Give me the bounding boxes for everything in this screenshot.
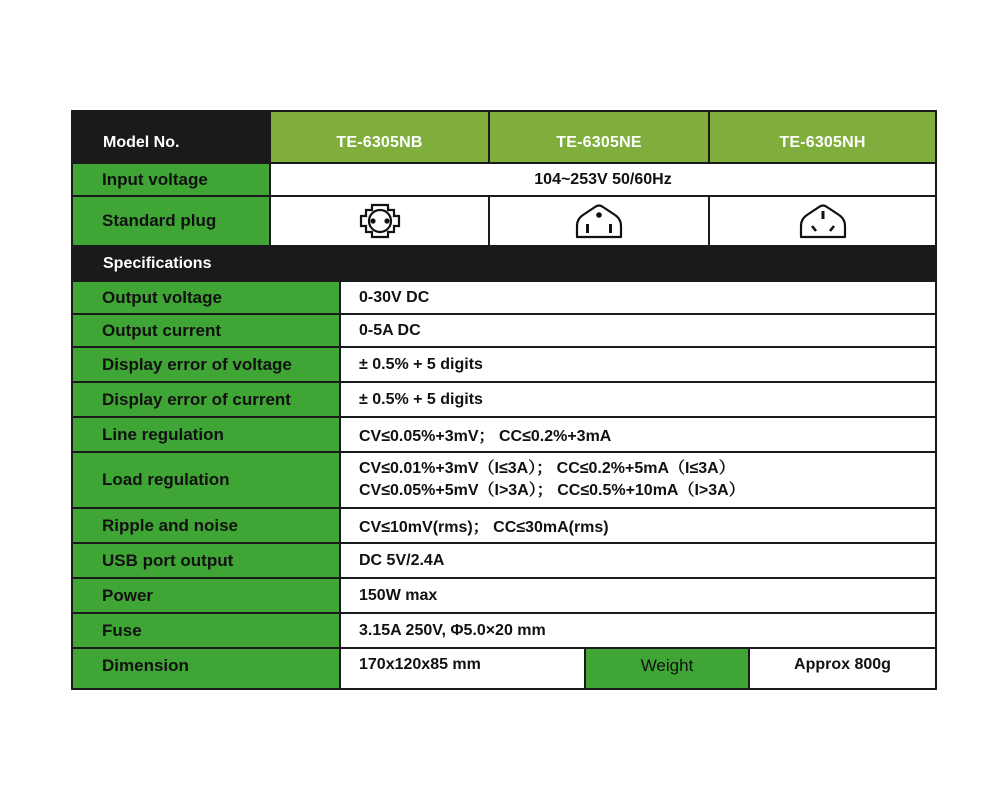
spec-value: ± 0.5% + 5 digits	[341, 383, 935, 416]
standard-plug-row	[73, 197, 935, 245]
specifications-heading-row	[73, 247, 935, 280]
spec-value	[341, 453, 935, 507]
spec-row	[73, 418, 935, 451]
dimension-value: 170x120x85 mm	[341, 649, 584, 688]
model-te-6305nh: TE-6305NH	[710, 112, 935, 162]
plug-type-f-icon	[271, 197, 488, 245]
spec-row	[73, 614, 935, 647]
model-te-6305ne: TE-6305NE	[490, 112, 708, 162]
spec-label: Output current	[73, 315, 339, 346]
specifications-heading: Specifications	[73, 247, 935, 280]
model-label: Model No.	[73, 112, 269, 162]
spec-row	[73, 383, 935, 416]
spec-value: 3.15A 250V, Φ5.0×20 mm	[341, 614, 935, 647]
plug-type-e-icon	[490, 197, 708, 245]
spec-label: Fuse	[73, 614, 339, 647]
input-voltage-label: Input voltage	[73, 164, 269, 195]
spec-label: Load regulation	[73, 453, 339, 507]
load-regulation-line: CV≤0.01%+3mV（I≤3A）； CC≤0.2%+5mA（I≤3A）	[359, 460, 735, 477]
plug-type-h-icon	[710, 197, 935, 245]
dimension-row	[73, 649, 935, 688]
spec-value: 0-5A DC	[341, 315, 935, 346]
spec-label: Line regulation	[73, 418, 339, 451]
spec-label: Display error of current	[73, 383, 339, 416]
spec-value: DC 5V/2.4A	[341, 544, 935, 577]
spec-value: CV≤0.05%+3mV； CC≤0.2%+3mA	[341, 418, 935, 451]
spec-label: Output voltage	[73, 282, 339, 313]
spec-value: 150W max	[341, 579, 935, 612]
weight-value: Approx 800g	[750, 649, 935, 688]
spec-label: Power	[73, 579, 339, 612]
spec-row	[73, 282, 935, 313]
spec-label: Display error of voltage	[73, 348, 339, 381]
spec-value: 0-30V DC	[341, 282, 935, 313]
spec-row	[73, 453, 935, 507]
model-te-6305nb: TE-6305NB	[271, 112, 488, 162]
spec-row	[73, 509, 935, 542]
input-voltage-row	[73, 164, 935, 195]
spec-row	[73, 579, 935, 612]
spec-value: CV≤10mV(rms)； CC≤30mA(rms)	[341, 509, 935, 542]
load-regulation-line: CV≤0.05%+5mV（I>3A）； CC≤0.5%+10mA（I>3A）	[359, 482, 745, 499]
header-row	[73, 112, 935, 162]
spec-label: Ripple and noise	[73, 509, 339, 542]
input-voltage-value: 104~253V 50/60Hz	[271, 164, 935, 195]
spec-table	[71, 110, 937, 690]
spec-value: ± 0.5% + 5 digits	[341, 348, 935, 381]
standard-plug-label: Standard plug	[73, 197, 269, 245]
spec-row	[73, 315, 935, 346]
weight-label: Weight	[586, 649, 748, 688]
spec-label: USB port output	[73, 544, 339, 577]
spec-row	[73, 348, 935, 381]
dimension-label: Dimension	[73, 649, 339, 688]
spec-row	[73, 544, 935, 577]
